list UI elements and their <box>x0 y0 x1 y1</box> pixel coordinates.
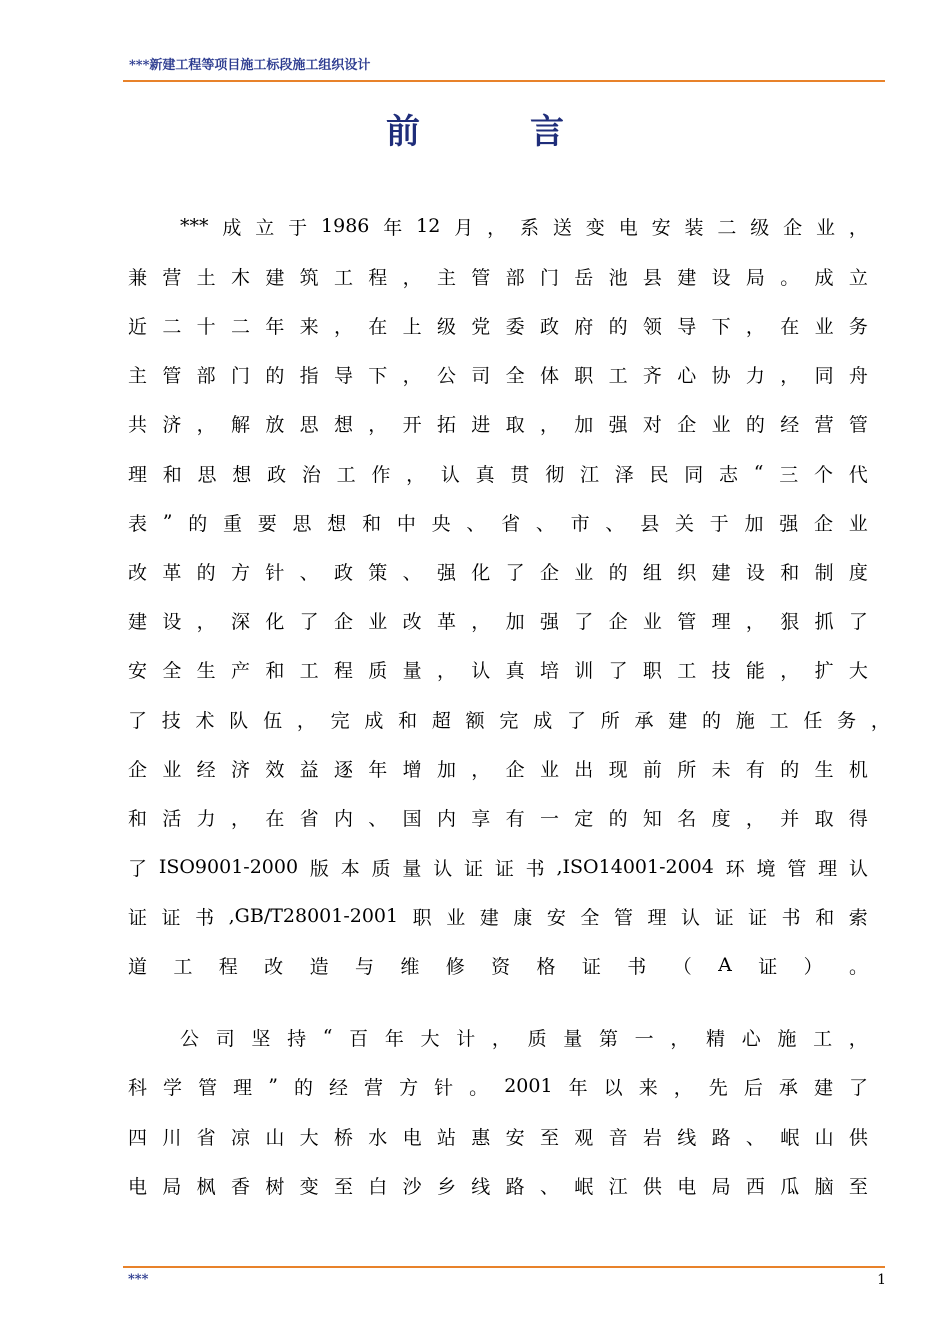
page-title: 前言 <box>386 112 674 152</box>
footer-left-text: *** <box>128 1272 149 1287</box>
paragraph-line: 科 学 管 理 ” 的 经 营 方 针 。 2001 年 以 来 ， 先 后 承 建 了 <box>128 1075 868 1099</box>
header-title: ***新建工程等项目施工标段施工组织设计 <box>129 58 371 73</box>
paragraph-line: 主 管 部 门 的 指 导 下 ， 公 司 全 体 职 工 齐 心 协 力 ， 同 舟 <box>128 364 868 387</box>
page-number: 1 <box>877 1272 886 1288</box>
paragraph-line: 兼 营 土 木 建 筑 工 程 ， 主 管 部 门 岳 池 县 建 设 局 。 成 立 <box>128 266 868 289</box>
paragraph-line: 了 ISO9001-2000 版 本 质 量 认 证 证 书 ,ISO14001-2004 环 境 管 理 认 <box>128 856 868 880</box>
paragraph-line: 和 活 力 ， 在 省 内 、 国 内 享 有 一 定 的 知 名 度 ， 并 取 得 <box>128 807 868 830</box>
paragraph-line: 了 技 术 队 伍 ， 完 成 和 超 额 完 成 了 所 承 建 的 施 工 任 务 ， <box>128 709 890 732</box>
paragraph-line: 证 证 书 ,GB/T28001-2001 职 业 建 康 安 全 管 理 认 证 证 书 和 索 <box>128 905 868 929</box>
paragraph-line: *** 成 立 于 1986 年 12 月 ， 系 送 变 电 安 装 二 级 企 业 ， <box>180 215 868 239</box>
paragraph-line: 表 ” 的 重 要 思 想 和 中 央 、 省 、 市 、 县 关 于 加 强 企 业 <box>128 511 868 535</box>
footer-rule <box>123 1266 885 1268</box>
paragraph-line: 企 业 经 济 效 益 逐 年 增 加 ， 企 业 出 现 前 所 未 有 的 生 机 <box>128 758 868 781</box>
header-rule <box>123 80 885 82</box>
paragraph-line: 改 革 的 方 针 、 政 策 、 强 化 了 企 业 的 组 织 建 设 和 制 度 <box>128 561 868 584</box>
paragraph-line: 道 工 程 改 造 与 维 修 资 格 证 书 （ A 证 ） 。 <box>128 954 868 978</box>
paragraph-line: 公 司 坚 持 “ 百 年 大 计 ， 质 量 第 一 ， 精 心 施 工 ， <box>180 1026 868 1050</box>
paragraph-line: 近 二 十 二 年 来 ， 在 上 级 党 委 政 府 的 领 导 下 ， 在 业 务 <box>128 315 868 338</box>
paragraph-line: 安 全 生 产 和 工 程 质 量 ， 认 真 培 训 了 职 工 技 能 ， 扩 大 <box>128 659 868 682</box>
paragraph-line: 四 川 省 凉 山 大 桥 水 电 站 惠 安 至 观 音 岩 线 路 、 岷 山 供 <box>128 1126 868 1149</box>
paragraph-line: 电 局 枫 香 树 变 至 白 沙 乡 线 路 、 岷 江 供 电 局 西 瓜 脑 至 <box>128 1175 868 1198</box>
paragraph-line: 建 设 ， 深 化 了 企 业 改 革 ， 加 强 了 企 业 管 理 ， 狠 抓 了 <box>128 610 868 633</box>
paragraph-line: 理 和 思 想 政 治 工 作 ， 认 真 贯 彻 江 泽 民 同 志 “ 三 个 代 <box>128 462 868 486</box>
paragraph-line: 共 济 ， 解 放 思 想 ， 开 拓 进 取 ， 加 强 对 企 业 的 经 营 管 <box>128 413 868 436</box>
